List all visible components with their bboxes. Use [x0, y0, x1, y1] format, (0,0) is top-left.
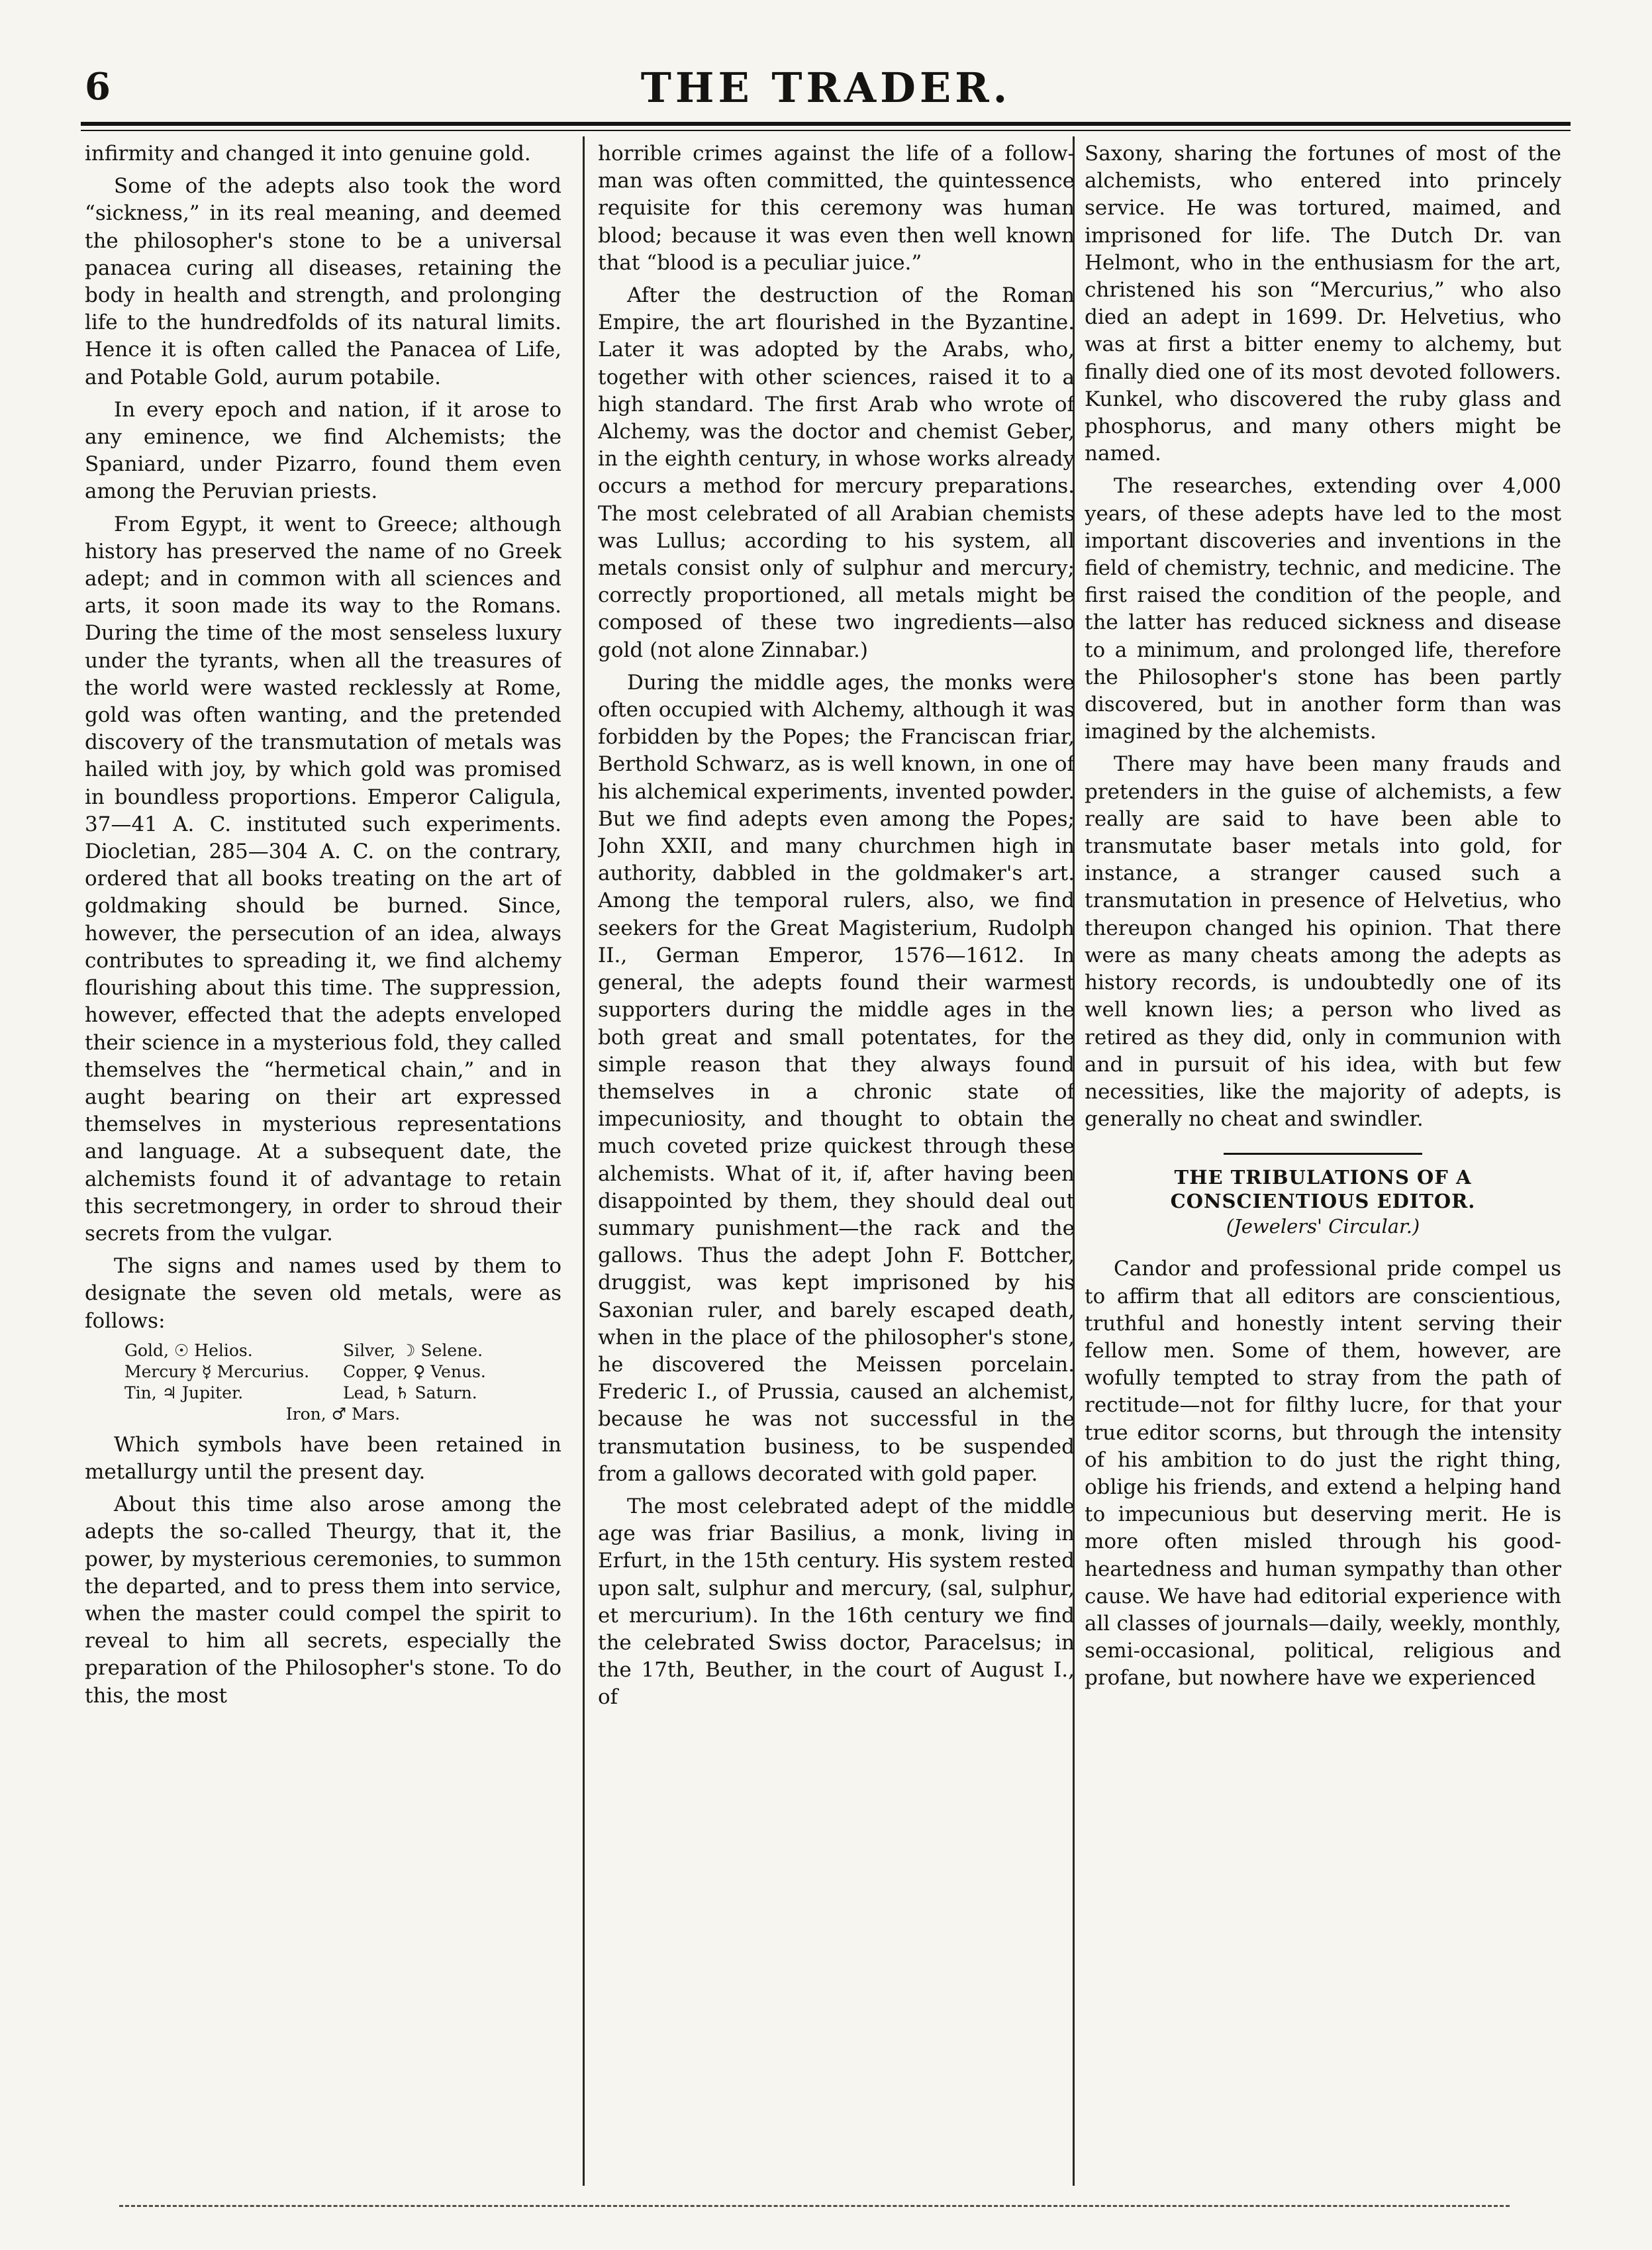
metal-entry-gold: Gold, ☉ Helios.: [124, 1340, 253, 1360]
paragraph: Candor and professional pride compel us to affirm that all editors are conscientious, truthful and honestly intent serving their fellow men. Some of them, however, are wofully tempted to stray from the path of rectitude—not for filthy lucre, for that your true editor scorns, but through the intensity of his ambition to do just the right thing, oblige his friends, and extend a helping hand to impecunious but deserving merit. He is more often misled through his good-heartedness and human sympathy than other cause. We have had editorial experience with all classes of journals—daily, weekly, monthly, semi-occasional, political, religious and profane, but nowhere have we experienced: [1085, 1257, 1561, 1690]
paragraph: Saxony, sharing the fortunes of most of the alchemists, who entered into princely service. He was tortured, maimed, and imprisoned for life. The Dutch Dr. van Helmont, who in the enthusiasm for the art, christened his son “Mercurius,” who also died an adept in 1699. Dr. Helvetius, who was at first a bitter enemy to alchemy, but finally died one of its most devoted followers. Kunkel, who discovered the ruby glass and phosphorus, and many others might be named.: [1085, 142, 1561, 466]
page-number: 6: [85, 65, 111, 109]
column-3: [1085, 140, 1561, 2186]
paragraph: In every epoch and nation, if it arose to any eminence, we find Alchemists; the Spaniard, under Pizarro, found them even among the Peruvian priests.: [85, 397, 561, 504]
paragraph: The researches, extending over 4,000 years, of these adepts have led to the most important discoveries and inventions in the field of chemistry, technic, and medicine. The first raised the condition of the people, and the latter has reduced sickness and disease to a minimum, and prolonged life, therefore the Philosopher's stone has been partly discovered, but in another form than was imagined by the alchemists.: [1085, 474, 1561, 744]
paragraph: About this time also arose among the adepts the so-called Theurgy, that it, the power, by mysterious ceremonies, to summon the departed, and to press them into service, when the master could compel the spirit to reveal to him all secrets, especially the preparation of the Philosopher's stone. To do this, the most: [85, 1492, 561, 1708]
column-1: [85, 140, 561, 2186]
metal-entry-silver: Silver, ☽ Selene.: [343, 1340, 483, 1360]
paragraph: The signs and names used by them to designate the seven old metals, were as follows:: [85, 1254, 561, 1333]
article-divider: [1224, 1153, 1422, 1155]
bottom-rule: [119, 2205, 1510, 2207]
paragraph: Some of the adepts also took the word “sickness,” in its real meaning, and deemed the philosopher's stone to be a universal panacea curing all diseases, retaining the body in health and strength, and prolonging life to the hundredfolds of its natural limits. Hence it is often called the Panacea of Life, and Potable Gold, aurum potabile.: [85, 174, 561, 389]
paragraph: horrible crimes against the life of a follow-man was often committed, the quintessence requisite for this ceremony was human blood; because it was even then well known that “blood is a peculiar juice.”: [598, 142, 1075, 275]
paragraph: The most celebrated adept of the middle age was friar Basilius, a monk, living in Erfurt, in the 15th century. His system rested upon salt, sulphur and mercury, (sal, sulphur, et mercurium). In the 16th century we find the celebrated Swiss doctor, Paracelsus; in the 17th, Beuther, in the court of August I., of: [598, 1494, 1075, 1710]
masthead-rule-heavy: [81, 122, 1571, 126]
metal-entry-iron: Iron, ♂ Mars.: [285, 1404, 401, 1424]
article-headline: THE TRIBULATIONS OF A CONSCIENTIOUS EDITOR.: [1170, 1166, 1476, 1213]
paragraph: After the destruction of the Roman Empire, the art flourished in the Byzantine. Later it was adopted by the Arabs, who, together with other sciences, raised it to a high standard. The first Arab who wrote of Alchemy, was the doctor and chemist Geber, in the eighth century, in whose works already occurs a method for mercury preparations. The most celebrated of all Arabian chemists was Lullus; according to his system, all metals consist only of sulphur and mercury; correctly proportioned, all metals might be composed of these two ingredients—also gold (not alone Zinnabar.): [598, 283, 1075, 662]
metal-entry-lead: Lead, ♄ Saturn.: [343, 1383, 477, 1402]
article-source: (Jewelers' Circular.): [1226, 1215, 1420, 1238]
column-divider-1: [583, 136, 585, 2186]
paragraph: Which symbols have been retained in metallurgy until the present day.: [85, 1432, 561, 1484]
paragraph: There may have been many frauds and pretenders in the guise of alchemists, a few really are said to have been able to transmutate baser metals into gold, for instance, a stranger caused such a transmutation in presence of Helvetius, who thereupon changed his opinion. That there were as many cheats among the adepts as history records, is undoubtedly one of its well known lies; a person who lived as retired as they did, only in communion with and in pursuit of his idea, with but few necessities, like the majority of adepts, is generally no cheat and swindler.: [1085, 752, 1561, 1132]
metal-symbols-table: [124, 1340, 561, 1425]
paragraph: infirmity and changed it into genuine gold.: [85, 142, 531, 166]
metal-entry-copper: Copper, ♀ Venus.: [343, 1361, 486, 1381]
metal-entry-mercury: Mercury ☿ Mercurius.: [124, 1361, 310, 1381]
column-2: [598, 140, 1075, 2186]
metal-entry-tin: Tin, ♃ Jupiter.: [124, 1383, 244, 1402]
masthead-title: THE TRADER.: [640, 64, 1012, 112]
paragraph: During the middle ages, the monks were often occupied with Alchemy, although it was forbidden by the Popes; the Franciscan friar, Berthold Schwarz, as is well known, in one of his alchemical experiments, invented powder. But we find adepts even among the Popes; John XXII, and many churchmen high in authority, dabbled in the goldmaker's art. Among the temporal rulers, also, we find seekers for the Great Magisterium, Rudolph II., German Emperor, 1576—1612. In general, the adepts found their warmest supporters during the middle ages in the both great and small potentates, for the simple reason that they always found themselves in a chronic state of impecuniosity, and thought to obtain the much coveted prize quickest through these alchemists. What of it, if, after having been disappointed by them, they should deal out summary punishment—the rack and the gallows. Thus the adept John F. Bottcher, druggist, was kept imprisoned by his Saxonian ruler, and barely escaped death, when in the place of the philosopher's stone, he discovered the Meissen porcelain. Frederic I., of Prussia, caused an alchemist, because he was not successful in the transmutation business, to be suspended from a gallows decorated with gold paper.: [598, 670, 1075, 1486]
paragraph: From Egypt, it went to Greece; although history has preserved the name of no Greek adept; and in common with all sciences and arts, it soon made its way to the Romans. During the time of the most senseless luxury under the tyrants, when all the treasures of the world were wasted recklessly at Rome, gold was often wanting, and the pretended discovery of the transmutation of metals was hailed with joy, by which gold was promised in boundless proportions. Emperor Caligula, 37—41 A. C. instituted such experiments. Diocletian, 285—304 A. C. on the contrary, ordered that all books treating on the art of goldmaking should be burned. Since, however, the persecution of an idea, always contributes to spreading it, we find alchemy flourishing about this time. The suppression, however, effected that the adepts enveloped their science in a mysterious fold, they called themselves the “hermetical chain,” and in aught bearing on their art expressed themselves in mysterious representations and language. At a subsequent date, the alchemists found it of advantage to retain this secretmongery, in order to shroud their secrets from the vulgar.: [85, 512, 561, 1246]
masthead-rule-thin: [81, 130, 1571, 131]
